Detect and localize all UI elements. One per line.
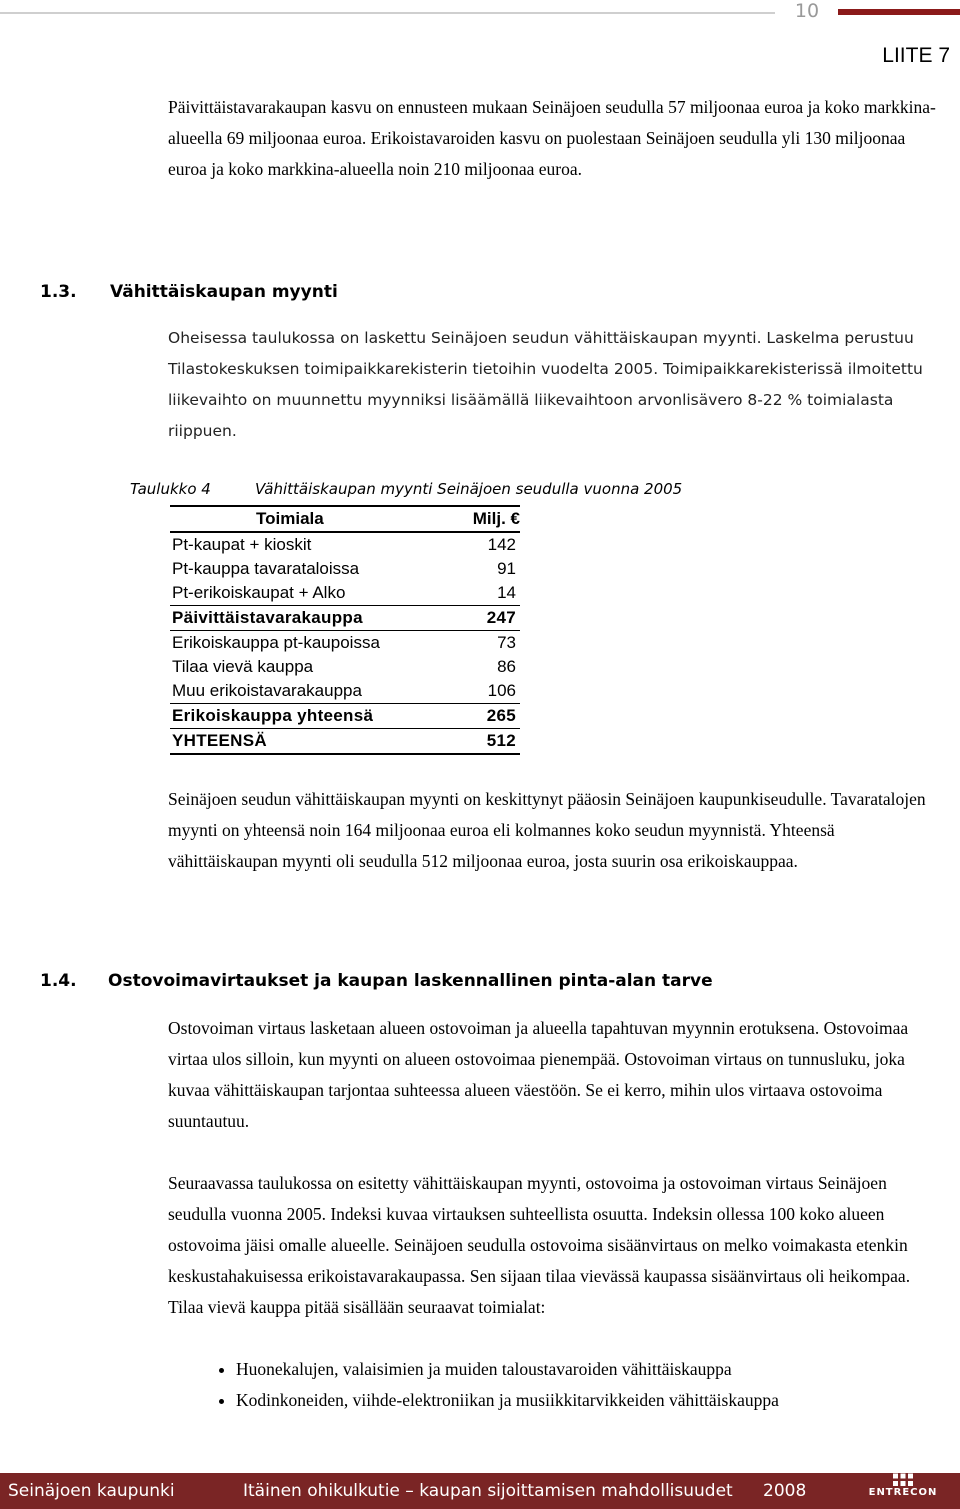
appendix-label: LIITE 7 [882,44,950,67]
row-value: 86 [497,657,516,676]
column-header-milj: Milj. € [455,506,521,532]
table-row [170,557,520,581]
row-value: 73 [497,633,516,652]
row-label: Pt-kauppa tavarataloissa [172,559,360,578]
section-number: 1.3. [40,282,77,302]
row-value: 247 [455,606,521,631]
table-total-row [170,729,520,755]
page-number: 10 [794,0,820,22]
row-value: 106 [487,681,516,700]
section-title: Ostovoimavirtaukset ja kaupan laskennallinen pinta-alan tarve [108,971,713,991]
table-row [170,581,520,606]
entrecon-logo [858,1465,948,1509]
row-value: 142 [487,535,516,554]
row-label: Päivittäistavarakauppa [170,606,455,631]
table-row [170,631,520,656]
header-rule-right [838,9,960,15]
footer-bar [0,1473,960,1509]
row-value: 265 [455,704,521,729]
paragraph-purchasing-power: Ostovoiman virtaus lasketaan alueen ostovoiman ja alueella tapahtuvan myynnin erotuksena. Ostovoimaa virtaa ulos silloin, kun myynti on alueen ostovoimaa pienempää. Ostovoiman virtaus on tunnusluku, joka kuvaa vähittäiskaupan tarjontaa suhteessa alueen väestöön. Se ei kerro, mihin ulos virtaava ostovoima suuntautuu. [168,1018,909,1131]
entrecon-logo-icon [892,1465,914,1487]
row-value: 14 [497,583,516,602]
section-number: 1.4. [40,971,77,991]
table-caption-text: Vähittäiskaupan myynti Seinäjoen seudulla vuonna 2005 [255,480,683,498]
table-row [170,532,520,557]
row-label: Pt-erikoiskaupat + Alko [172,583,346,602]
row-label: Muu erikoistavarakauppa [172,681,362,700]
row-value: 91 [497,559,516,578]
table-caption-label: Taulukko 4 [130,480,211,498]
paragraph-sales-summary: Seinäjoen seudun vähittäiskaupan myynti on keskittynyt pääosin Seinäjoen kaupunkiseudulle. Tavaratalojen myynti on yhteensä noin 164 miljoonaa euroa eli kolmannes koko seudun myynnistä. Yhteensä vähittäiskaupan myynti oli seudulla 512 miljoonaa euroa, josta suurin osa erikoiskauppaa. [168,789,926,871]
row-value: 512 [455,729,521,755]
row-label: Erikoiskauppa yhteensä [170,704,455,729]
column-header-toimiala: Toimiala [170,506,455,532]
footer-document-title: Itäinen ohikulkutie – kaupan sijoittamisen mahdollisuudet [243,1481,733,1501]
paragraph-retail-sales: Oheisessa taulukossa on laskettu Seinäjoen seudun vähittäiskaupan myynti. Laskelma perustuu Tilastokeskuksen toimipaikkarekisterin tietoihin vuodelta 2005. Toimipaikkarekisterissä ilmoitettu liikevaihto on muunnettu myynniksi lisäämällä liikevaihtoon arvonlisävero 8-22 % toimialasta riippuen. [168,329,923,440]
footer-organization: Seinäjoen kaupunki [8,1481,175,1501]
table-header-row [170,506,520,532]
table-row [170,655,520,679]
footer-year: 2008 [763,1481,807,1501]
row-label: Pt-kaupat + kioskit [172,535,312,554]
paragraph-flow-table-intro: Seuraavassa taulukossa on esitetty vähittäiskaupan myynti, ostovoima ja ostovoiman virtaus Seinäjoen seudulla vuonna 2005. Indeksi kuvaa virtauksen suhteellista osuutta. Indeksin ollessa 100 koko alueen ostovoima jäisi omalle alueelle. Seinäjoen seudulla ostovoima sisäänvirtaus on melko voimakasta etenkin keskustahakuisessa erikoistavarakaupassa. Sen sijaan tilaa vievässä kaupassa sisäänvirtaus oli heikompaa. Tilaa vievä kauppa pitää sisällään seuraavat toimialat: [168,1173,911,1317]
retail-sales-table [170,505,520,755]
bullet-list [190,1354,779,1416]
section-title: Vähittäiskaupan myynti [110,282,338,302]
table-subtotal-row [170,606,520,631]
table-subtotal-row [170,704,520,729]
paragraph-growth: Päivittäistavarakaupan kasvu on ennusteen mukaan Seinäjoen seudulla 57 miljoonaa euroa ja koko markkina-alueella 69 miljoonaa euroa. Erikoistavaroiden kasvu on puolestaan Seinäjoen seudulla yli 130 miljoonaa euroa ja koko markkina-alueella noin 210 miljoonaa euroa. [168,97,936,179]
list-item: • Huonekalujen, valaisimien ja muiden taloustavaroiden vähittäiskauppa [236,1354,779,1385]
header-rule-left [0,12,775,14]
row-label: Erikoiskauppa pt-kaupoissa [172,633,380,652]
row-label: Tilaa vievä kauppa [172,657,314,676]
row-label: YHTEENSÄ [170,729,455,755]
logo-text: ENTRECON [868,1487,938,1498]
table-row [170,679,520,704]
list-item: • Kodinkoneiden, viihde-elektroniikan ja musiikkitarvikkeiden vähittäiskauppa [236,1385,779,1416]
